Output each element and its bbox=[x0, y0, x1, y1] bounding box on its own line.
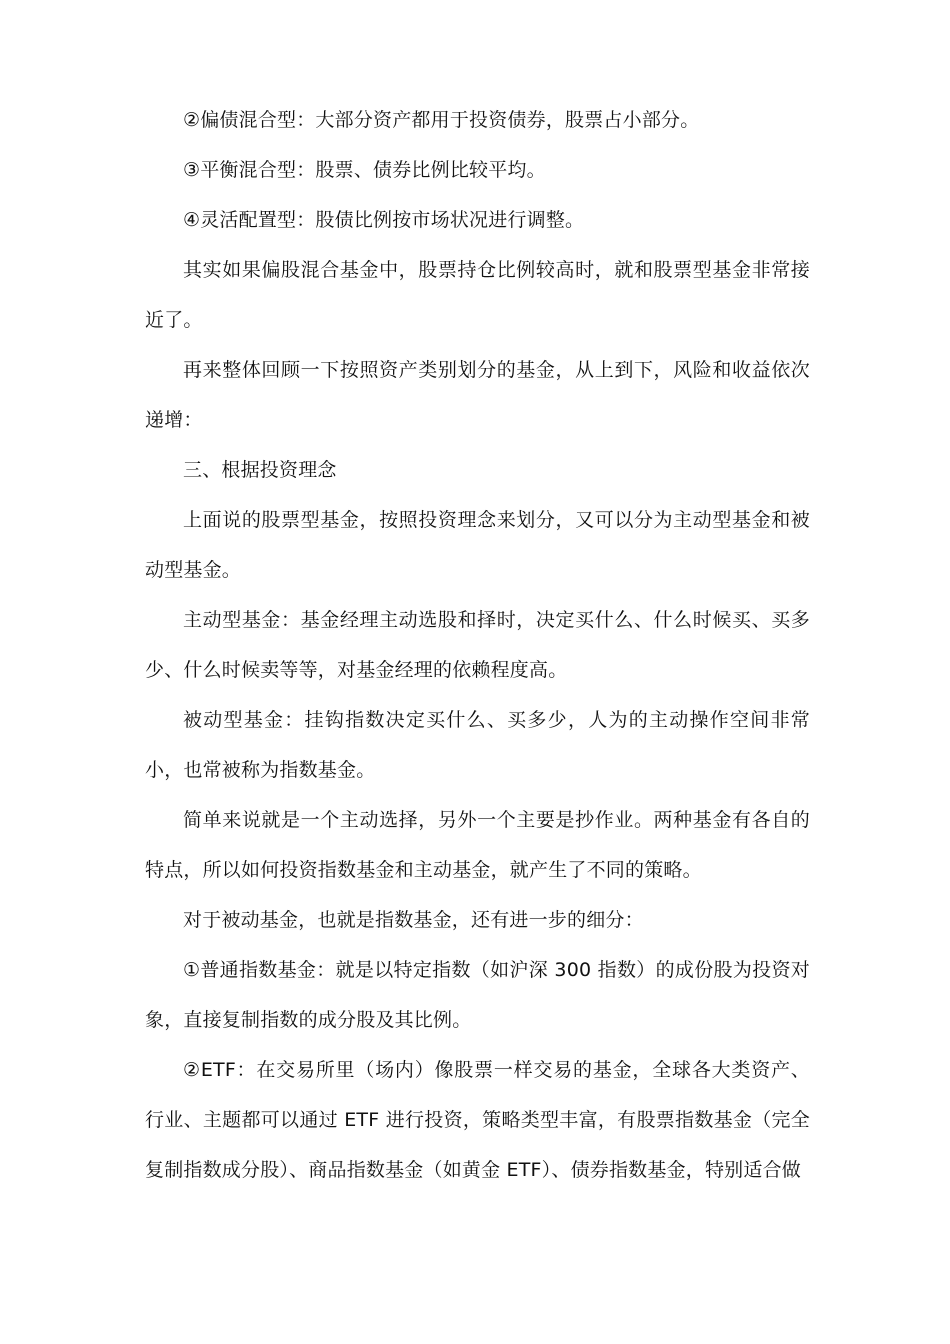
paragraph-bond-biased-mixed: ②偏债混合型：大部分资产都用于投资债券，股票占小部分。 bbox=[183, 109, 700, 131]
section-heading-investment-philosophy: 三、根据投资理念 bbox=[183, 459, 337, 481]
paragraph-passive-fund: 被动型基金：挂钩指数决定买什么、买多少，人为的主动操作空间非常小，也常被称为指数基金。 bbox=[145, 709, 810, 781]
paragraph-active-passive-intro: 上面说的股票型基金，按照投资理念来划分，又可以分为主动型基金和被动型基金。 bbox=[145, 509, 810, 581]
paragraph-etf: ②ETF：在交易所里（场内）像股票一样交易的基金，全球各大类资产、行业、主题都可以通过 ETF 进行投资，策略类型丰富，有股票指数基金（完全复制指数成分股）、商品指数基金（如黄金 ETF）、债券指数基金，特别适合做 bbox=[145, 1059, 810, 1181]
paragraph-flexible-allocation: ④灵活配置型：股债比例按市场状况进行调整。 bbox=[183, 209, 585, 231]
document-body bbox=[145, 95, 810, 1195]
paragraph-asset-class-review: 再来整体回顾一下按照资产类别划分的基金，从上到下，风险和收益依次递增： bbox=[145, 359, 810, 431]
paragraph-ordinary-index-fund: ①普通指数基金：就是以特定指数（如沪深 300 指数）的成份股为投资对象，直接复制指数的成分股及其比例。 bbox=[145, 959, 810, 1031]
paragraph-active-fund: 主动型基金：基金经理主动选股和择时，决定买什么、什么时候买、买多少、什么时候卖等等，对基金经理的依赖程度高。 bbox=[145, 609, 810, 681]
paragraph-summary-strategy: 简单来说就是一个主动选择，另外一个主要是抄作业。两种基金有各自的特点，所以如何投资指数基金和主动基金，就产生了不同的策略。 bbox=[145, 809, 810, 881]
paragraph-index-fund-subdivision: 对于被动基金，也就是指数基金，还有进一步的细分： bbox=[183, 909, 644, 931]
paragraph-stock-biased-note: 其实如果偏股混合基金中，股票持仓比例较高时，就和股票型基金非常接近了。 bbox=[145, 259, 810, 331]
paragraph-balanced-mixed: ③平衡混合型：股票、债券比例比较平均。 bbox=[183, 159, 546, 181]
